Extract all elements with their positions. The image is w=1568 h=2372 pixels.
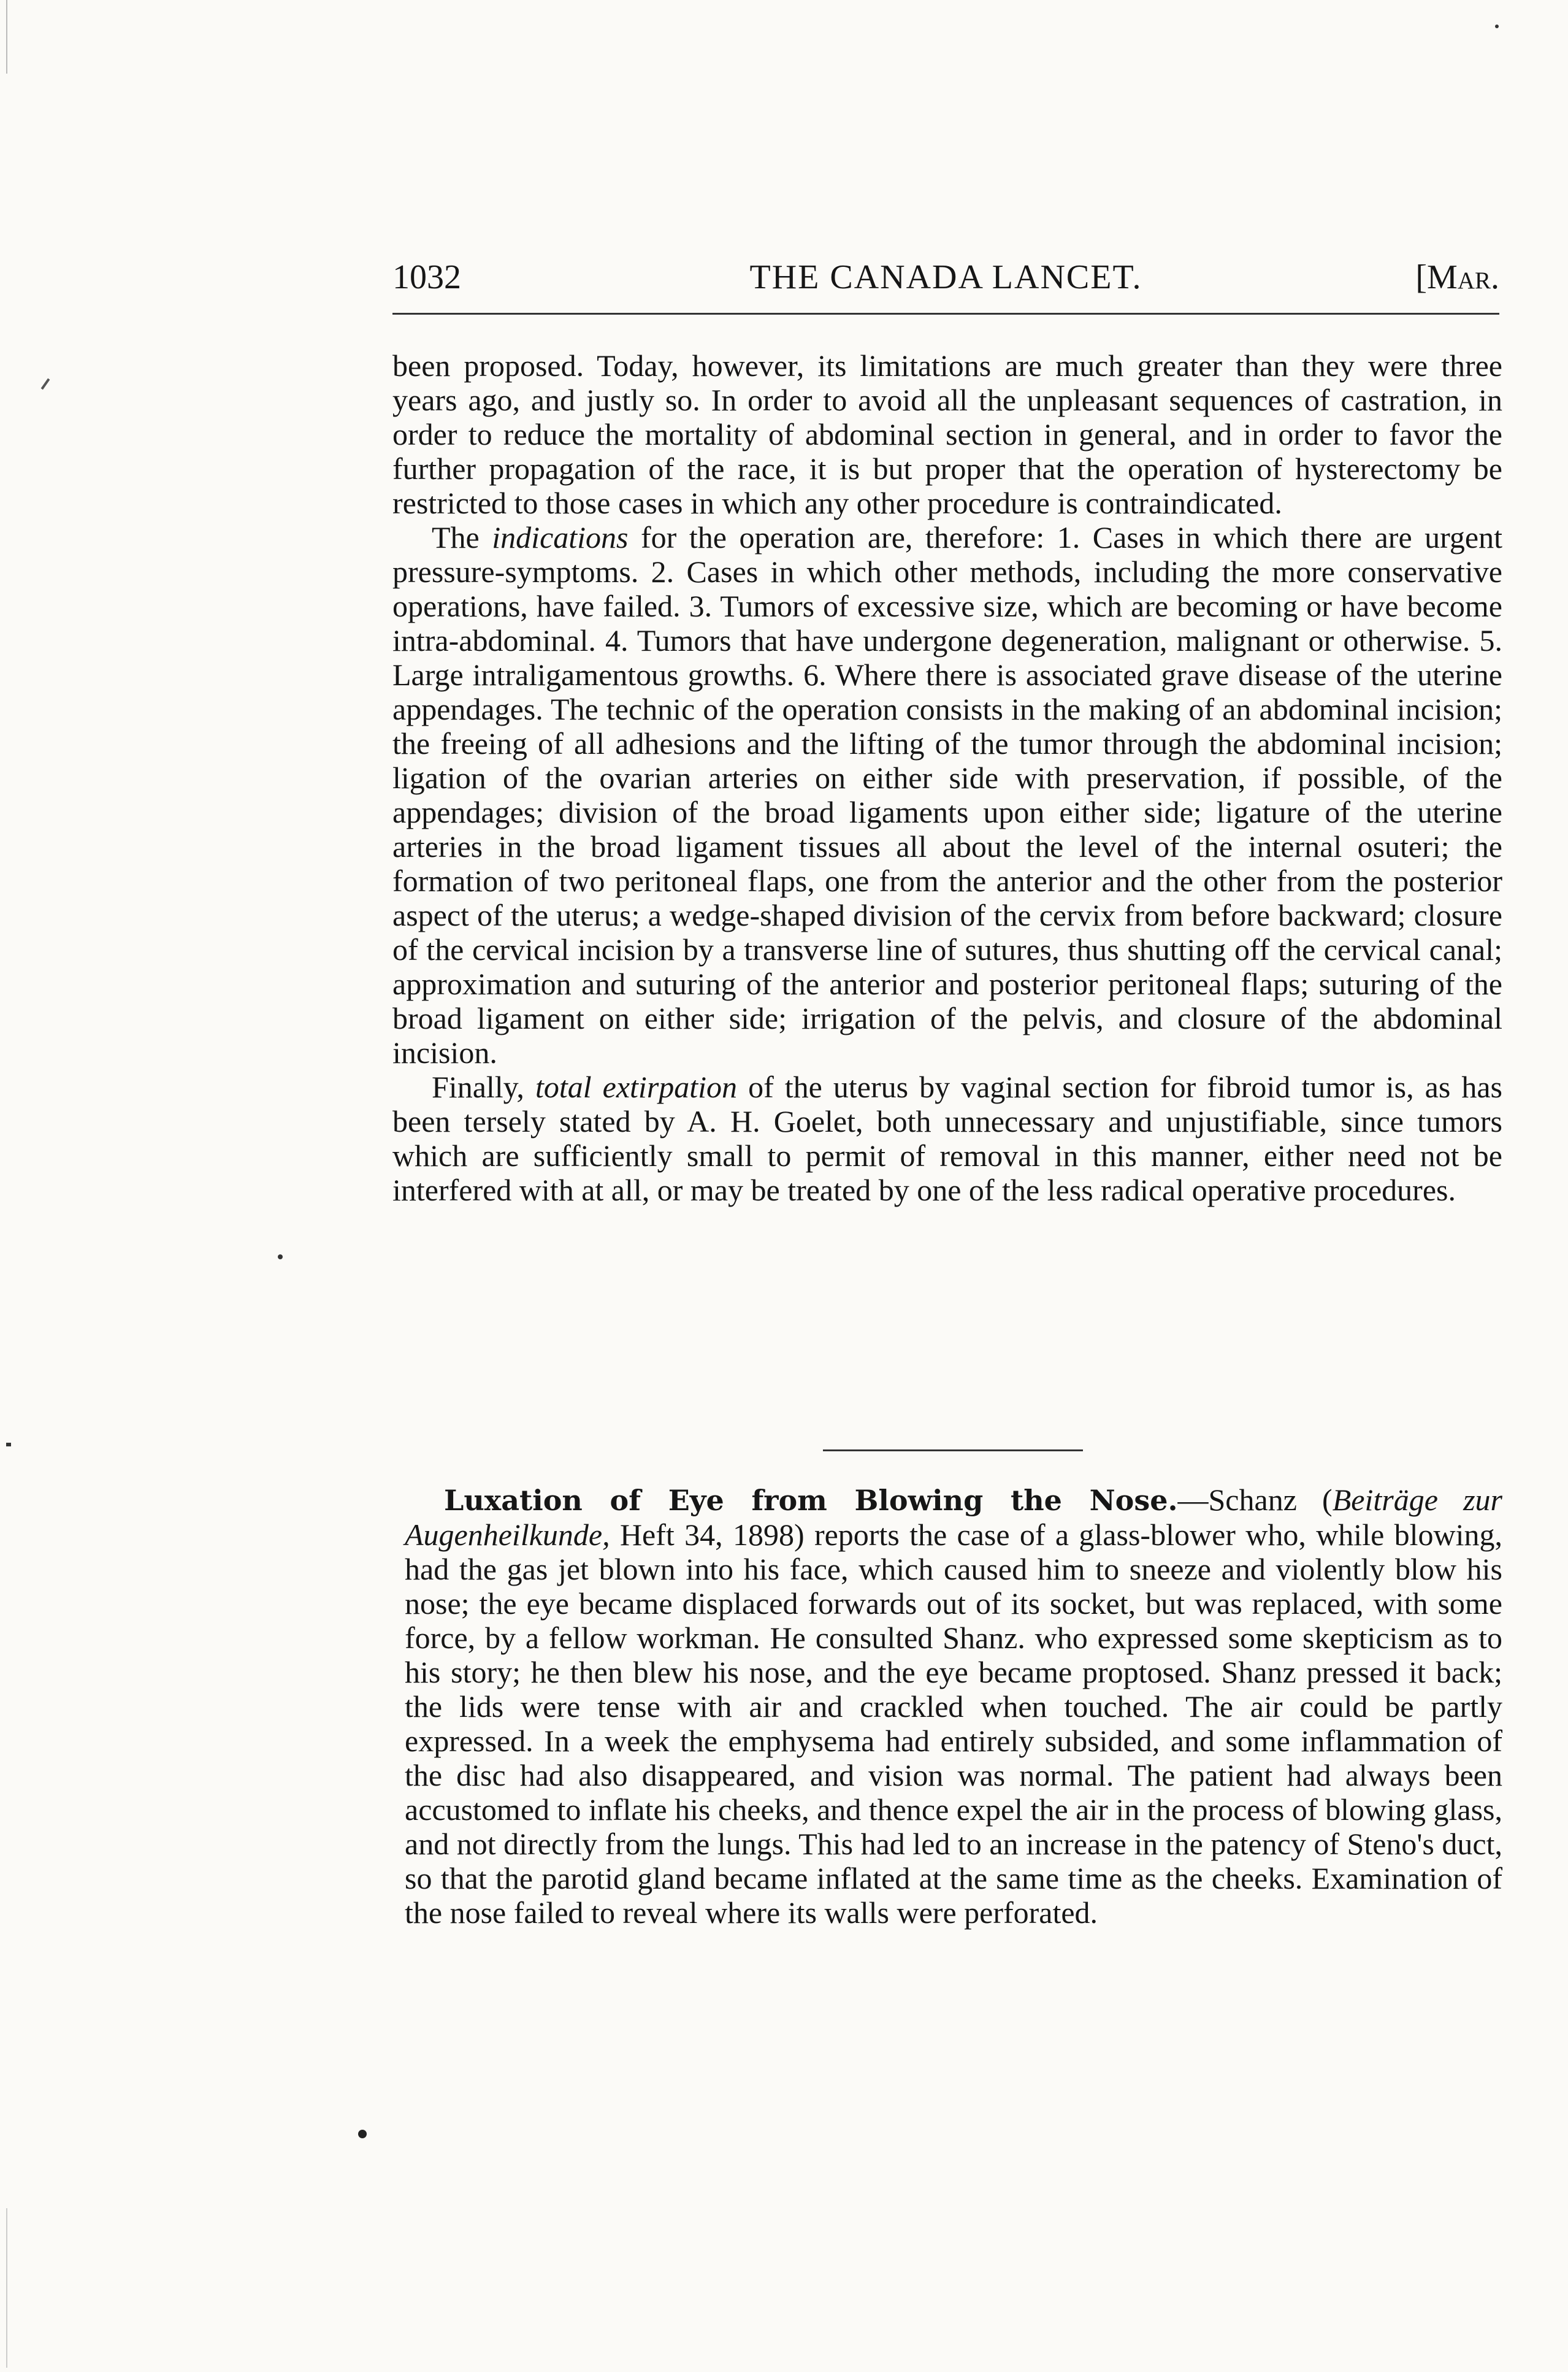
journal-title: THE CANADA LANCET. [749, 258, 1142, 296]
header-rule [392, 313, 1499, 315]
running-head: [Mar. [1415, 258, 1499, 296]
scan-mark [278, 1254, 283, 1259]
paragraph-text: Heft 34, 1898) reports the case of a glass-blower who, while blowing, had the gas jet blown into his face, which caused him to sneeze and violently blow his nose; the eye became displaced forwards out of its socket, but was replaced, with some force, by a fellow workman. He consulted Shanz. who expressed some skepticism as to his story; he then blew his nose, and the eye became proptosed. Shanz pressed it back; the lids were tense with air and crackled when touched. The air could be partly expressed. In a week the emphysema had entirely subsided, and some inflammation of the disc had also disappeared, and vision was normal. The patient had always been accustomed to inflate his cheeks, and thence expel the air in the process of blowing glass, and not directly from the lungs. This had led to an increase in the patency of Steno's duct, so that the parotid gland became inflated at the same time as the cheeks. Examination of the nose failed to reveal where its walls were perforated. [405, 1518, 1502, 1930]
scan-mark [6, 2208, 7, 2368]
paragraph-text: been proposed. Today, however, its limitations are much greater than they were three years ago, and justly so. In order to avoid all the unpleasant sequences of castration, in order to reduce the mortality of abdominal section in general, and in order to favor the further propagation of the race, it is but proper that the operation of hysterectomy be restricted to those cases in which any other procedure is contraindicated. [392, 348, 1502, 520]
paragraph-limitations [392, 348, 1502, 520]
article-heading: Luxation of Eye from Blowing the Nose. [444, 1484, 1178, 1517]
scan-mark [358, 2130, 367, 2138]
scan-mark [1495, 25, 1499, 28]
paragraph-text: —Schanz ( [1177, 1483, 1333, 1517]
scan-mark [6, 1443, 11, 1446]
paragraph-luxation [405, 1483, 1502, 1930]
paragraph-text: of the uterus by vaginal section for fibroid tumor is, as has been tersely stated by A. H. Goelet, both unnecessary and unjustifiable, since tumors which are sufficiently small to permit of removal in this manner, either need not be interfered with at all, or may be treated by one of the less radical operative procedures. [392, 1070, 1502, 1207]
emphasis-indications: indications [492, 520, 629, 555]
page-header [392, 253, 1499, 302]
luxation-article [405, 1483, 1502, 1930]
paragraph-text: Finally, [432, 1070, 535, 1104]
continued-article [392, 348, 1502, 1207]
scan-mark [6, 0, 7, 74]
emphasis-total-extirpation: total extirpation [535, 1070, 738, 1104]
source-citation: Beiträge zur Augenheilkunde, [405, 1483, 1502, 1552]
scan-mark [41, 378, 50, 390]
paragraph-text: The [432, 520, 492, 555]
page-number: 1032 [392, 258, 461, 296]
paragraph-text: for the operation are, therefore: 1. Cases in which there are urgent pressure-symptoms. 2. Cases in which other methods, including the more conservative operations, have failed. 3. Tumors of excessive size, which are becoming or have become intra-abdominal. 4. Tumors that have undergone degeneration, malignant or otherwise. 5. Large intraligamentous growths. 6. Where there is associated grave disease of the uterine appendages. The technic of the operation consists in the making of an abdominal incision; the freeing of all adhesions and the lifting of the tumor through the abdominal incision; ligation of the ovarian arteries on either side with preservation, if possible, of the appendages; division of the broad ligaments upon either side; ligature of the uterine arteries in the broad ligament tissues all about the level of the internal osuteri; the formation of two peritoneal flaps, one from the anterior and the other from the posterior aspect of the uterus; a wedge-shaped division of the cervix from before backward; closure of the cervical incision by a transverse line of sutures, thus shutting off the cervical canal; approximation and suturing of the anterior and posterior peritoneal flaps; suturing of the broad ligament on either side; irrigation of the pelvis, and closure of the abdominal incision. [392, 520, 1503, 1070]
paragraph-indications [392, 520, 1502, 1070]
paragraph-total-extirpation [392, 1070, 1502, 1207]
section-divider [823, 1449, 1083, 1451]
